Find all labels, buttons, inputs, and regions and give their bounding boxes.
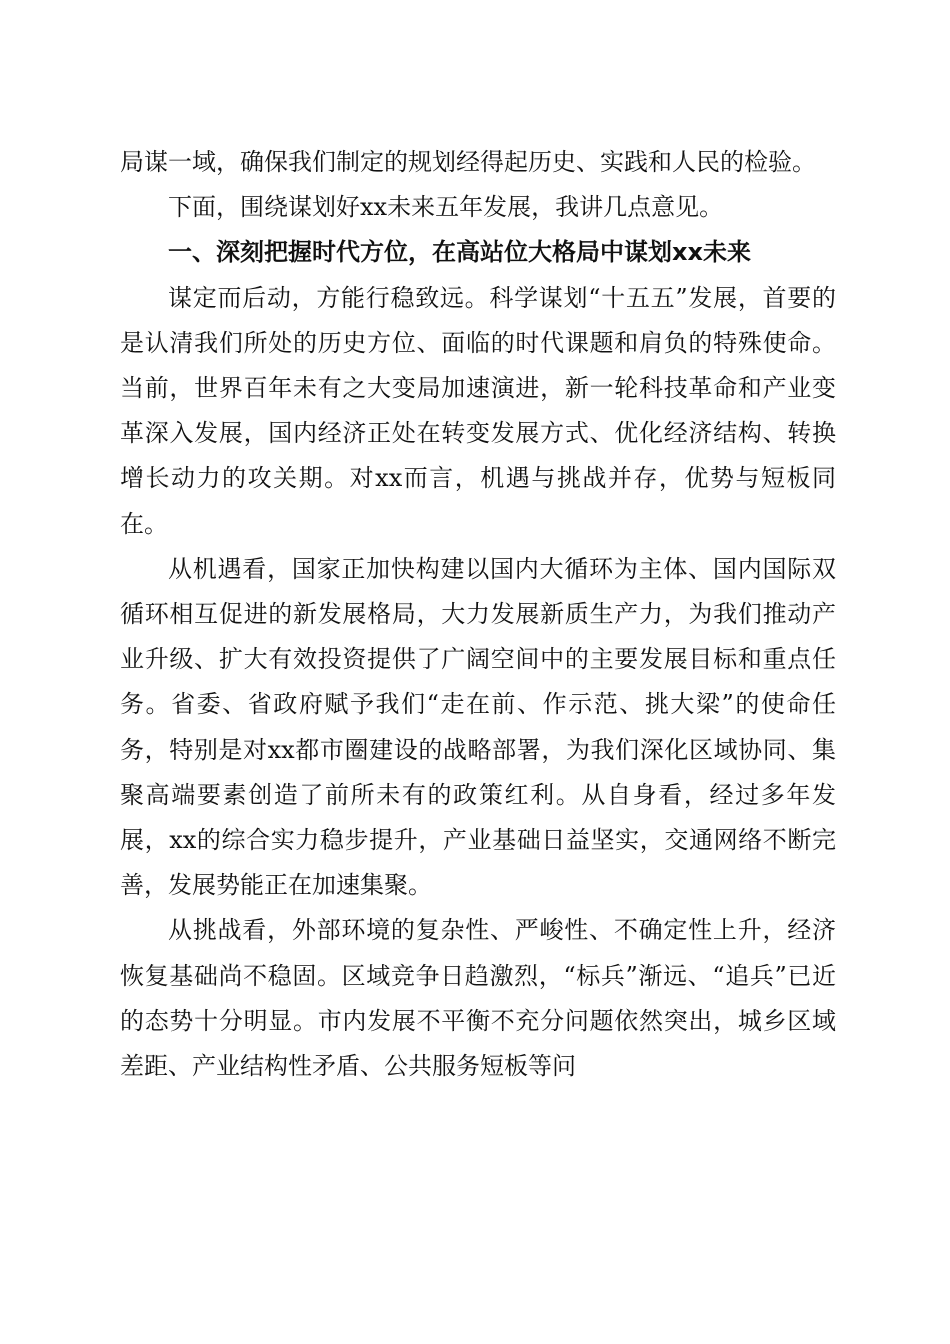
- section-heading: 一、深刻把握时代方位，在高站位大格局中谋划xx未来: [168, 238, 751, 267]
- paragraph-continuation: 局谋一域，确保我们制定的规划经得起历史、实践和人民的检验。: [120, 148, 816, 176]
- paragraph-challenges: 从挑战看，外部环境的复杂性、严峻性、不确定性上升，经济恢复基础尚不稳固。区域竞争日趋激烈，“标兵”渐远、“追兵”已近的态势十分明显。市内发展不平衡不充分问题依然突出，城乡区域差距、产业结构性矛盾、公共服务短板等问: [120, 916, 836, 1081]
- paragraph-intro: 下面，围绕谋划好xx未来五年发展，我讲几点意见。: [168, 193, 724, 222]
- document-body: [120, 140, 836, 1089]
- paragraph-opportunities: 从机遇看，国家正加快构建以国内大循环为主体、国内国际双循环相互促进的新发展格局，大力发展新质生产力，为我们推动产业升级、扩大有效投资提供了广阔空间中的主要发展目标和重点任务。省委、省政府赋予我们“走在前、作示范、挑大梁”的使命任务，特别是对xx都市圈建设的战略部署，为我们深化区域协同、集聚高端要素创造了前所未有的政策红利。从自身看，经过多年发展，xx的综合实力稳步提升，产业基础日益坚实，交通网络不断完善，发展势能正在加速集聚。: [120, 554, 836, 900]
- paragraph-background: 谋定而后动，方能行稳致远。科学谋划“十五五”发展，首要的是认清我们所处的历史方位、面临的时代课题和肩负的特殊使命。当前，世界百年未有之大变局加速演进，新一轮科技革命和产业变革深入发展，国内经济正处在转变发展方式、优化经济结构、转换增长动力的攻关期。对xx而言，机遇与挑战并存，优势与短板同在。: [120, 283, 836, 538]
